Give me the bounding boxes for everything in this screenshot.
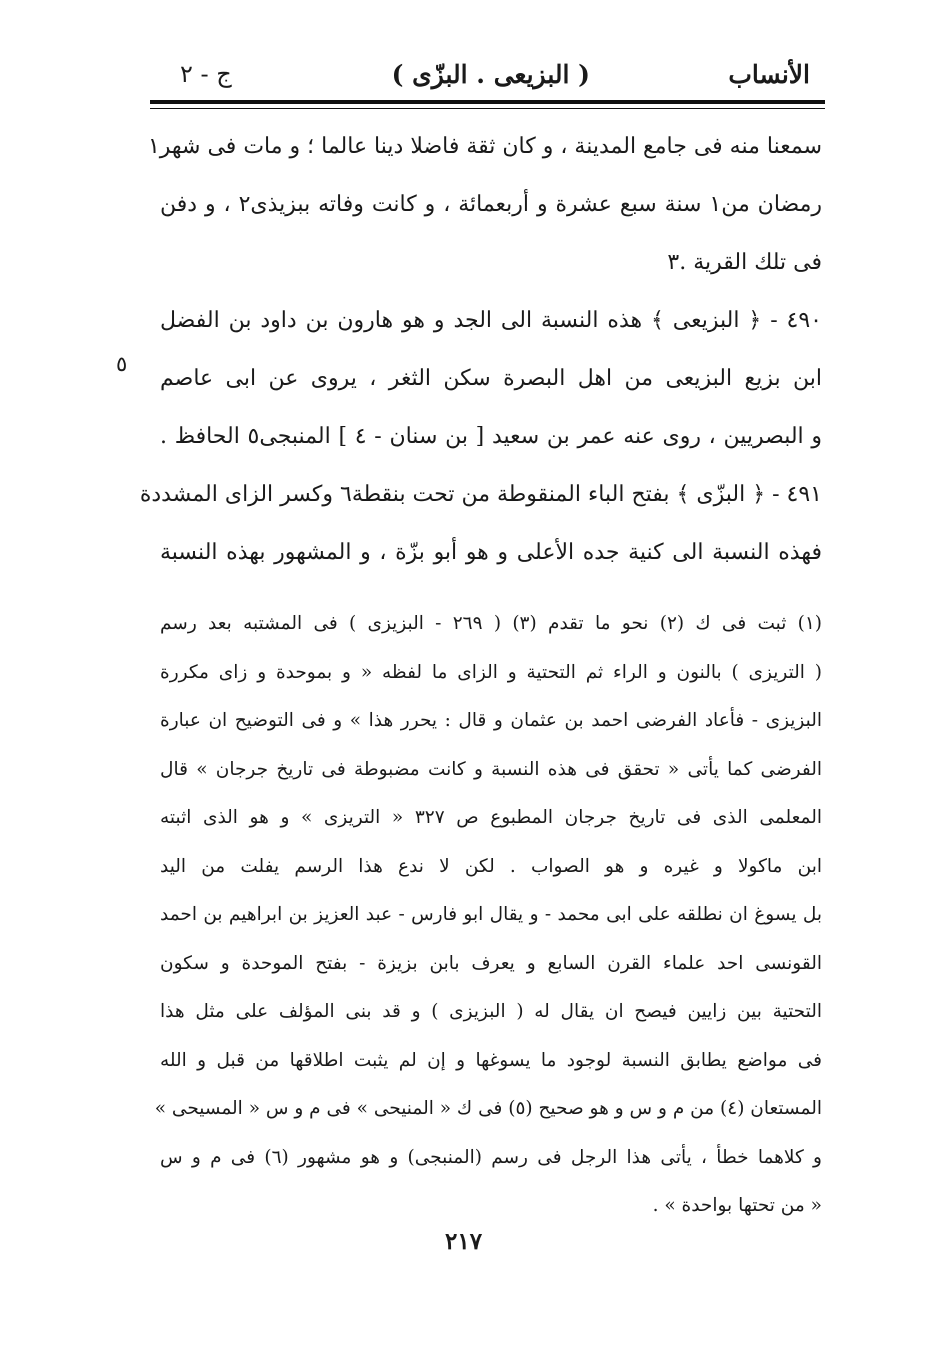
entry-range: ( البزيعى . البزّى ) [391, 60, 590, 89]
header-rule-thin [150, 108, 825, 109]
footnote-line: ( التريزى ) بالنون و الراء ثم التحتية و الزاى ما لفظه « و بموحدة و زاى مكررة [160, 661, 822, 683]
main-line: ابن بزيع البزيعى من اهل البصرة سكن الثغر ، يروى عن ابى عاصم [160, 366, 822, 391]
footnotes [154, 600, 823, 1231]
entry-491-line: ٤٩١ - ﴿ البزّى ﴾ بفتح الباء المنقوطة من تحت بنقطة٦ وكسر الزاى المشددة [139, 482, 822, 507]
main-line: فى تلك القرية .٣ [667, 250, 822, 275]
footnote-line: المستعان (٤) من م و س و هو صحيح (٥) فى ك « المنيحى » فى م و س « المسيحى » [154, 1098, 822, 1119]
book-title: الأنساب [728, 60, 810, 89]
footnote-line: بل يسوغ ان نطلقه على ابى محمد - و يقال ابو فارس - عبد العزيز بن ابراهيم بن احمد [160, 904, 822, 925]
entry-490-line: ٤٩٠ - ﴿ البزيعى ﴾ هذه النسبة الى الجد و هو هارون بن داود بن الفضل [160, 308, 822, 333]
footnote-line: المعلمى الذى فى تاريخ جرجان المطبوع ص ٣٢٧ « التريزى » و هو الذى اثبته [160, 807, 822, 828]
footnote-line: (١) ثبت فى ك (٢) نحو ما تقدم (٣) ( ٢٦٩ - البزيزى ) فى المشتبه بعد رسم [160, 613, 823, 634]
footnote-line: القونسى احد علماء القرن السابع و يعرف بابن بزيزة - بفتح الموحدة و سكون [160, 952, 822, 974]
main-line: فهذه النسبة الى كنية جده الأعلى و هو أبو بزّة ، و المشهور بهذه النسبة [160, 540, 822, 565]
footnote-line: التحتية بين زايين فيصح ان يقال له ( البزيزى ) و قد بنى المؤلف على مثل هذا [160, 1001, 822, 1022]
footnote-line: ابن ماكولا و غيره و هو الصواب . لكن لا ندع هذا الرسم يفلت من اليد [160, 855, 822, 877]
footnote-line: فى مواضع يطابق النسبة لوجود ما يسوغها و إن لم يثبت اطلاقها من قبل و الله [160, 1049, 822, 1071]
footnote-line: الفرضى كما يأتى « تحقق فى هذه النسبة و كانت مضبوطة فى تاريخ جرجان » قال [160, 758, 822, 780]
main-line: سمعنا منه فى جامع المدينة ، و كان ثقة فاضلا دينا عالما ؛ و مات فى شهر١ [147, 134, 822, 159]
main-line: رمضان من١ سنة سبع عشرة و أربعمائة ، و كانت وفاته ببزيذى٢ ، و دفن [160, 192, 823, 217]
volume-label: ج - ٢ [180, 60, 232, 88]
footnote-line: و كلاهما خطأ ، يأتى هذا الرجل فى رسم (المنبجى) و هو مشهور (٦) فى م و س [160, 1146, 822, 1168]
footnote-line: « من تحتها بواحدة » . [652, 1195, 822, 1216]
running-header [150, 52, 820, 98]
main-line: و البصريين ، روى عنه عمر بن سعيد [ بن سنان - ٤ ] المنبجى٥ الحافظ . [160, 424, 822, 449]
page-number: ٢١٧ [445, 1228, 483, 1255]
header-rule-thick [150, 100, 825, 104]
footnote-line: البزيزى - فأعاد الفرضى احمد بن عثمان و قال : يحرر هذا » و فى التوضيح ان عبارة [160, 710, 822, 731]
main-text [139, 118, 823, 582]
margin-line-number: ٥ [116, 352, 128, 376]
